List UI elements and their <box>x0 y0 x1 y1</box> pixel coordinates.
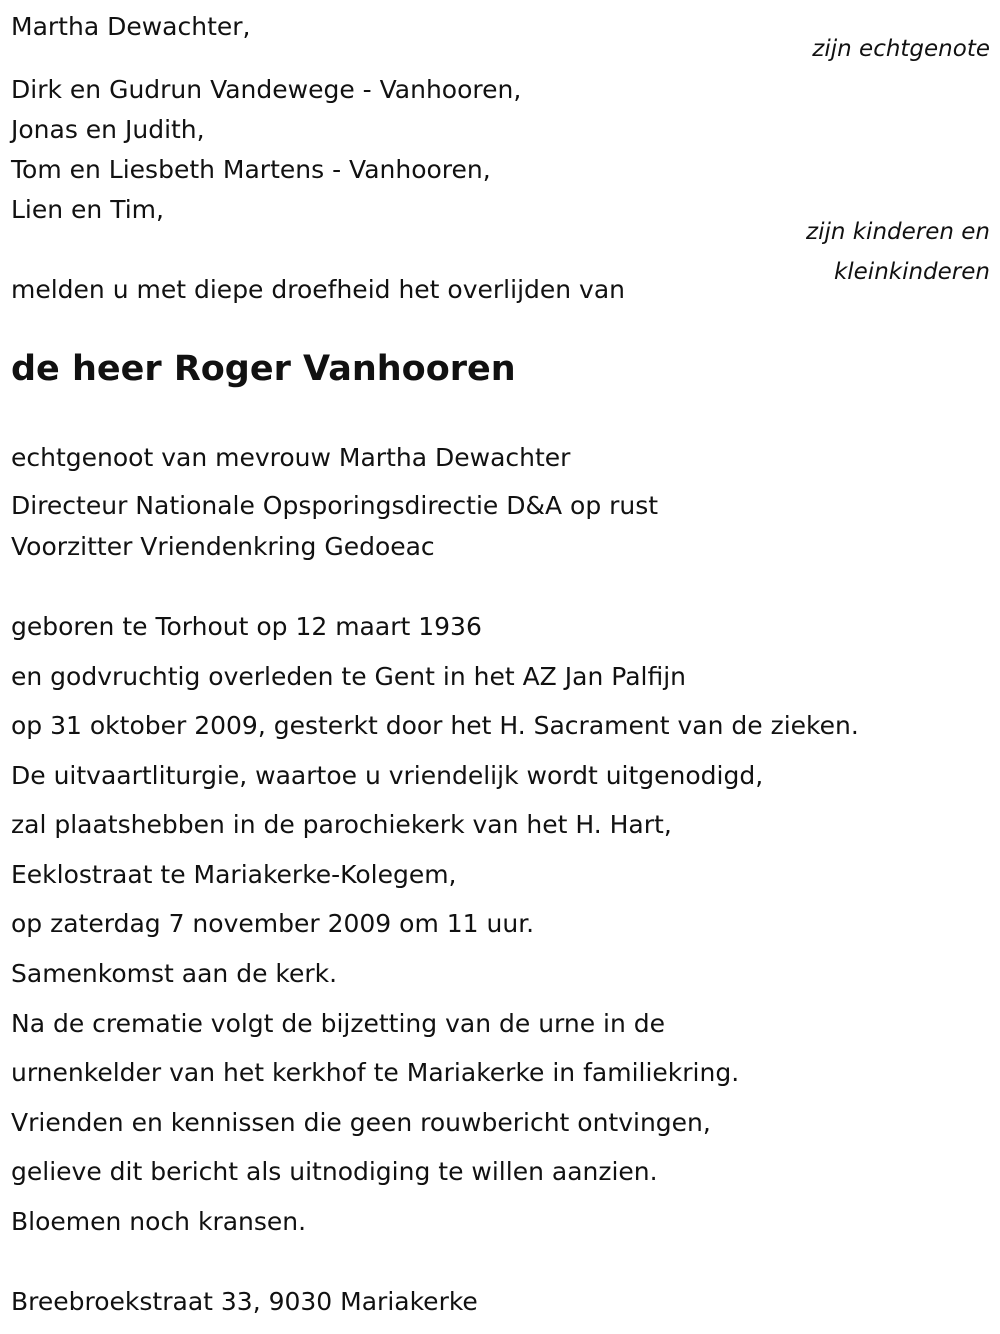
address: Breebroekstraat 33, 9030 Mariakerke <box>11 1287 478 1316</box>
children-line-3: Tom en Liesbeth Martens - Vanhooren, <box>11 155 491 184</box>
detail-line-11: Vrienden en kennissen die geen rouwbericht ontvingen, <box>11 1108 711 1137</box>
spouse-role: zijn echtgenote <box>812 36 990 62</box>
children-line-4: Lien en Tim, <box>11 195 164 224</box>
deceased-title-1: Directeur Nationale Opsporingsdirectie D&A op rust <box>11 491 659 520</box>
children-line-2: Jonas en Judith, <box>11 115 205 144</box>
deceased-title-2: Voorzitter Vriendenkring Gedoeac <box>11 532 435 561</box>
spouse-name: Martha Dewachter, <box>11 12 251 41</box>
detail-line-9: Na de crematie volgt de bijzetting van de urne in de <box>11 1009 666 1038</box>
deceased-name: de heer Roger Vanhooren <box>11 349 516 389</box>
detail-line-8: Samenkomst aan de kerk. <box>11 959 338 988</box>
children-role-line-2: kleinkinderen <box>833 259 990 285</box>
detail-line-1: geboren te Torhout op 12 maart 1936 <box>11 612 482 641</box>
deceased-spouse-line: echtgenoot van mevrouw Martha Dewachter <box>11 443 571 472</box>
detail-line-4: De uitvaartliturgie, waartoe u vriendelijk wordt uitgenodigd, <box>11 761 764 790</box>
children-line-1: Dirk en Gudrun Vandewege - Vanhooren, <box>11 75 522 104</box>
detail-line-13: Bloemen noch kransen. <box>11 1207 307 1236</box>
children-role-line-1: zijn kinderen en <box>806 219 990 245</box>
detail-line-6: Eeklostraat te Mariakerke-Kolegem, <box>11 860 457 889</box>
detail-line-2: en godvruchtig overleden te Gent in het AZ Jan Palfijn <box>11 662 686 691</box>
detail-line-12: gelieve dit bericht als uitnodiging te willen aanzien. <box>11 1157 658 1186</box>
announcement-text: melden u met diepe droefheid het overlijden van <box>11 275 626 304</box>
detail-line-3: op 31 oktober 2009, gesterkt door het H. Sacrament van de zieken. <box>11 711 859 740</box>
detail-line-5: zal plaatshebben in de parochiekerk van het H. Hart, <box>11 810 672 839</box>
detail-line-7: op zaterdag 7 november 2009 om 11 uur. <box>11 909 535 938</box>
detail-line-10: urnenkelder van het kerkhof te Mariakerke in familiekring. <box>11 1058 740 1087</box>
